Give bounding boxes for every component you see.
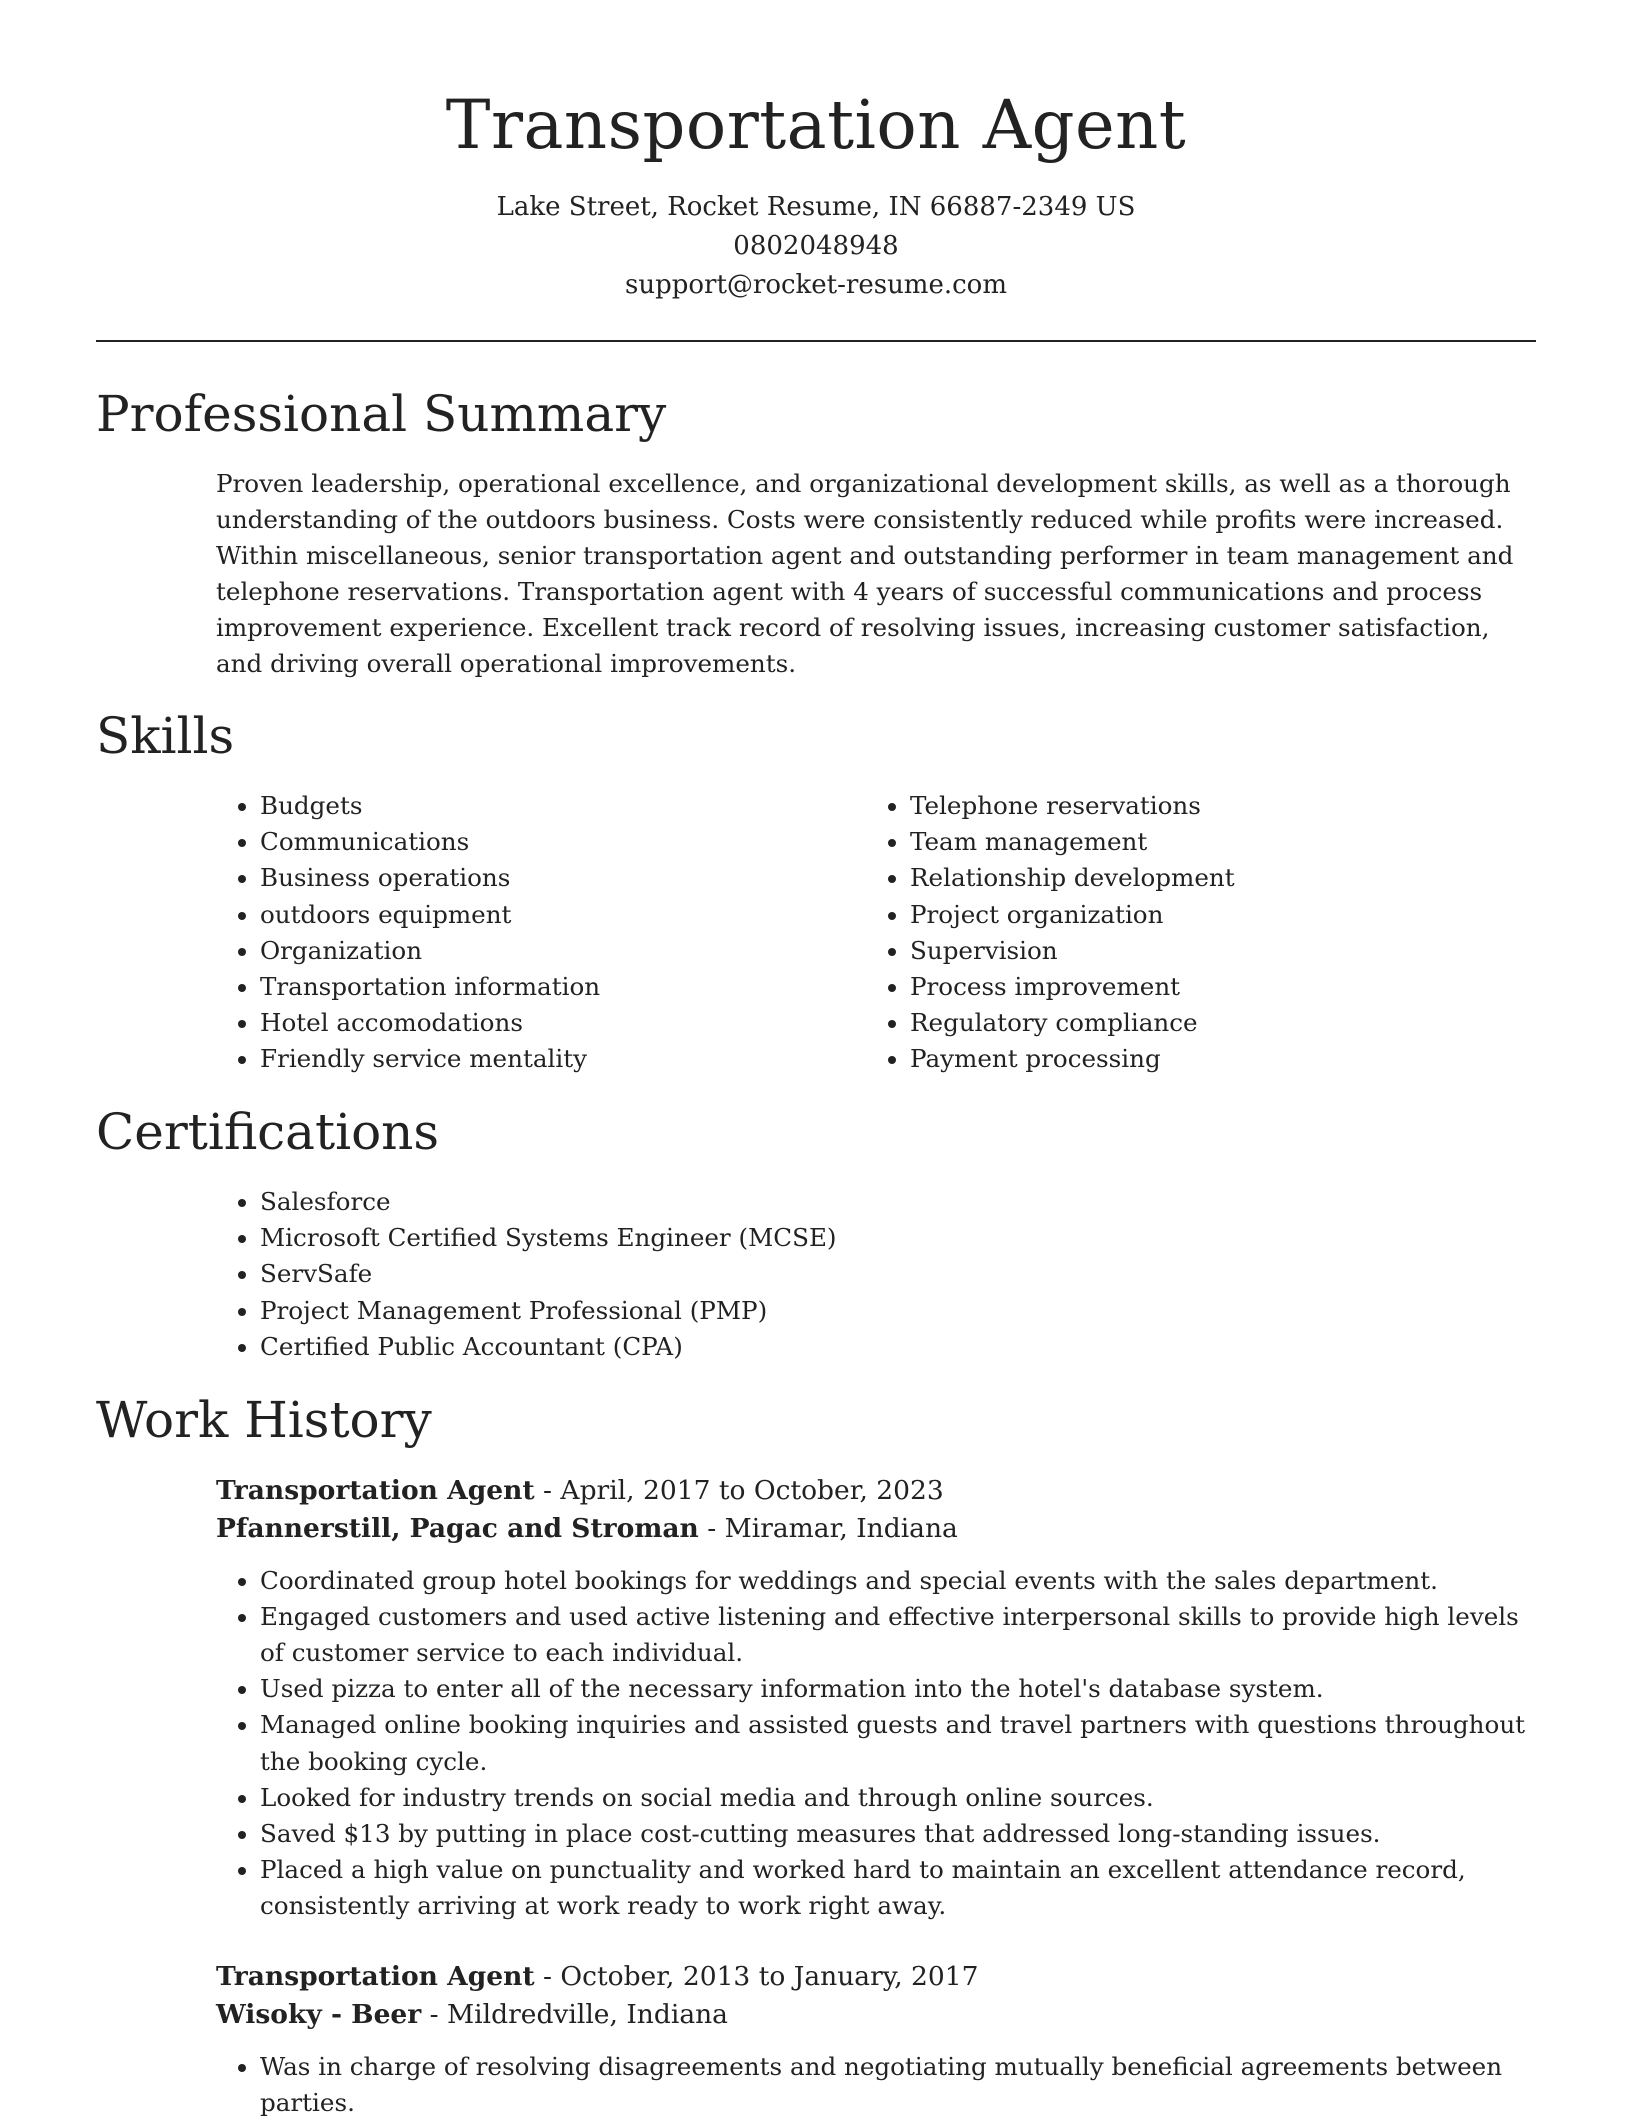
section-title-summary: Professional Summary [96,385,667,443]
skill-item: • Team management [910,824,1396,860]
job-role: Transportation Agent [216,1474,535,1506]
job-dates: - April, 2017 to October, 2023 [534,1474,944,1506]
skill-item: • Process improvement [910,969,1396,1005]
resume-page [96,0,1536,2121]
skills-list-left [96,788,746,1078]
certification-item: • Salesforce [260,1184,1536,1220]
skill-item: • Transportation information [260,969,746,1005]
job-bullet: • Managed online booking inquiries and assisted guests and travel partners with questions throughout the booking cycle. [260,1707,1536,1779]
skill-item: • outdoors equipment [260,897,746,933]
skill-item: • Project organization [910,897,1396,933]
certification-item: • Microsoft Certified Systems Engineer (MCSE) [260,1220,1536,1256]
certification-item: • Certified Public Accountant (CPA) [260,1329,1536,1365]
job-company-line [216,1510,1536,1549]
job-bullet: • Used pizza to enter all of the necessary information into the hotel's database system. [260,1671,1536,1707]
job-company: Wisoky - Beer [216,1999,422,2031]
job-title-line [216,1958,1536,1997]
job-bullet: • Was in charge of resolving disagreements and negotiating mutually beneficial agreements between parties. [260,2049,1536,2121]
job-company: Pfannerstill, Pagac and Stroman [216,1513,699,1545]
job-entry [216,1472,1536,1925]
resume-header [96,0,1536,305]
skill-item: • Hotel accomodations [260,1005,746,1041]
job-location: - Miramar, Indiana [698,1513,958,1545]
skill-item: • Organization [260,933,746,969]
phone: 0802048948 [733,231,899,261]
skill-item: • Regulatory compliance [910,1005,1396,1041]
candidate-name: Transportation Agent [445,86,1187,164]
skill-item: • Business operations [260,860,746,896]
section-title-skills: Skills [96,707,235,765]
section-title-work-history: Work History [96,1390,432,1449]
job-bullet: • Looked for industry trends on social media and through online sources. [260,1780,1536,1816]
certification-item: • ServSafe [260,1256,1536,1292]
work-history-list [96,1472,1536,2121]
section-title-certifications: Certifications [96,1102,440,1161]
job-location: - Mildredville, Indiana [421,1999,728,2031]
skill-item: • Relationship development [910,860,1396,896]
skill-item: • Communications [260,824,746,860]
skills-list-right [746,788,1396,1078]
skill-item: • Supervision [910,933,1396,969]
job-company-line [216,1996,1536,2035]
certification-item: • Project Management Professional (PMP) [260,1293,1536,1329]
job-bullet: • Engaged customers and used active listening and effective interpersonal skills to provide high levels of customer service to each individual. [260,1599,1536,1671]
skill-item: • Budgets [260,788,746,824]
job-bullet: • Coordinated group hotel bookings for weddings and special events with the sales department. [260,1563,1536,1599]
certifications-list [96,1184,1536,1366]
job-entry [216,1958,1536,2121]
job-bullet: • Placed a high value on punctuality and worked hard to maintain an excellent attendance record, consistently arriving at work ready to work right away. [260,1852,1536,1924]
address: Lake Street, Rocket Resume, IN 66887-2349 US [496,192,1136,222]
skill-item: • Telephone reservations [910,788,1396,824]
contact-block [96,188,1536,305]
job-bullets [216,2049,1536,2121]
job-dates: - October, 2013 to January, 2017 [534,1960,979,1992]
job-role: Transportation Agent [216,1960,535,1992]
job-bullets [216,1563,1536,1925]
skill-item: • Friendly service mentality [260,1041,746,1077]
skill-item: • Payment processing [910,1041,1396,1077]
skills-columns [96,788,1536,1078]
email: support@rocket-resume.com [624,270,1007,300]
job-title-line [216,1472,1536,1511]
summary-text: Proven leadership, operational excellence, and organizational development skills, as well as a thorough understanding of the outdoors business. Costs were consistently reduced while profits were increased. Within miscellaneous, senior transportation agent and outstanding performer in team management and telephone reservations. Transportation agent with 4 years of successful communications and process improvement experience. Excellent track record of resolving issues, increasing customer satisfaction, and driving overall operational improvements. [216,469,1514,678]
header-divider [96,340,1536,342]
job-bullet: • Saved $13 by putting in place cost-cutting measures that addressed long-standing issues. [260,1816,1536,1852]
